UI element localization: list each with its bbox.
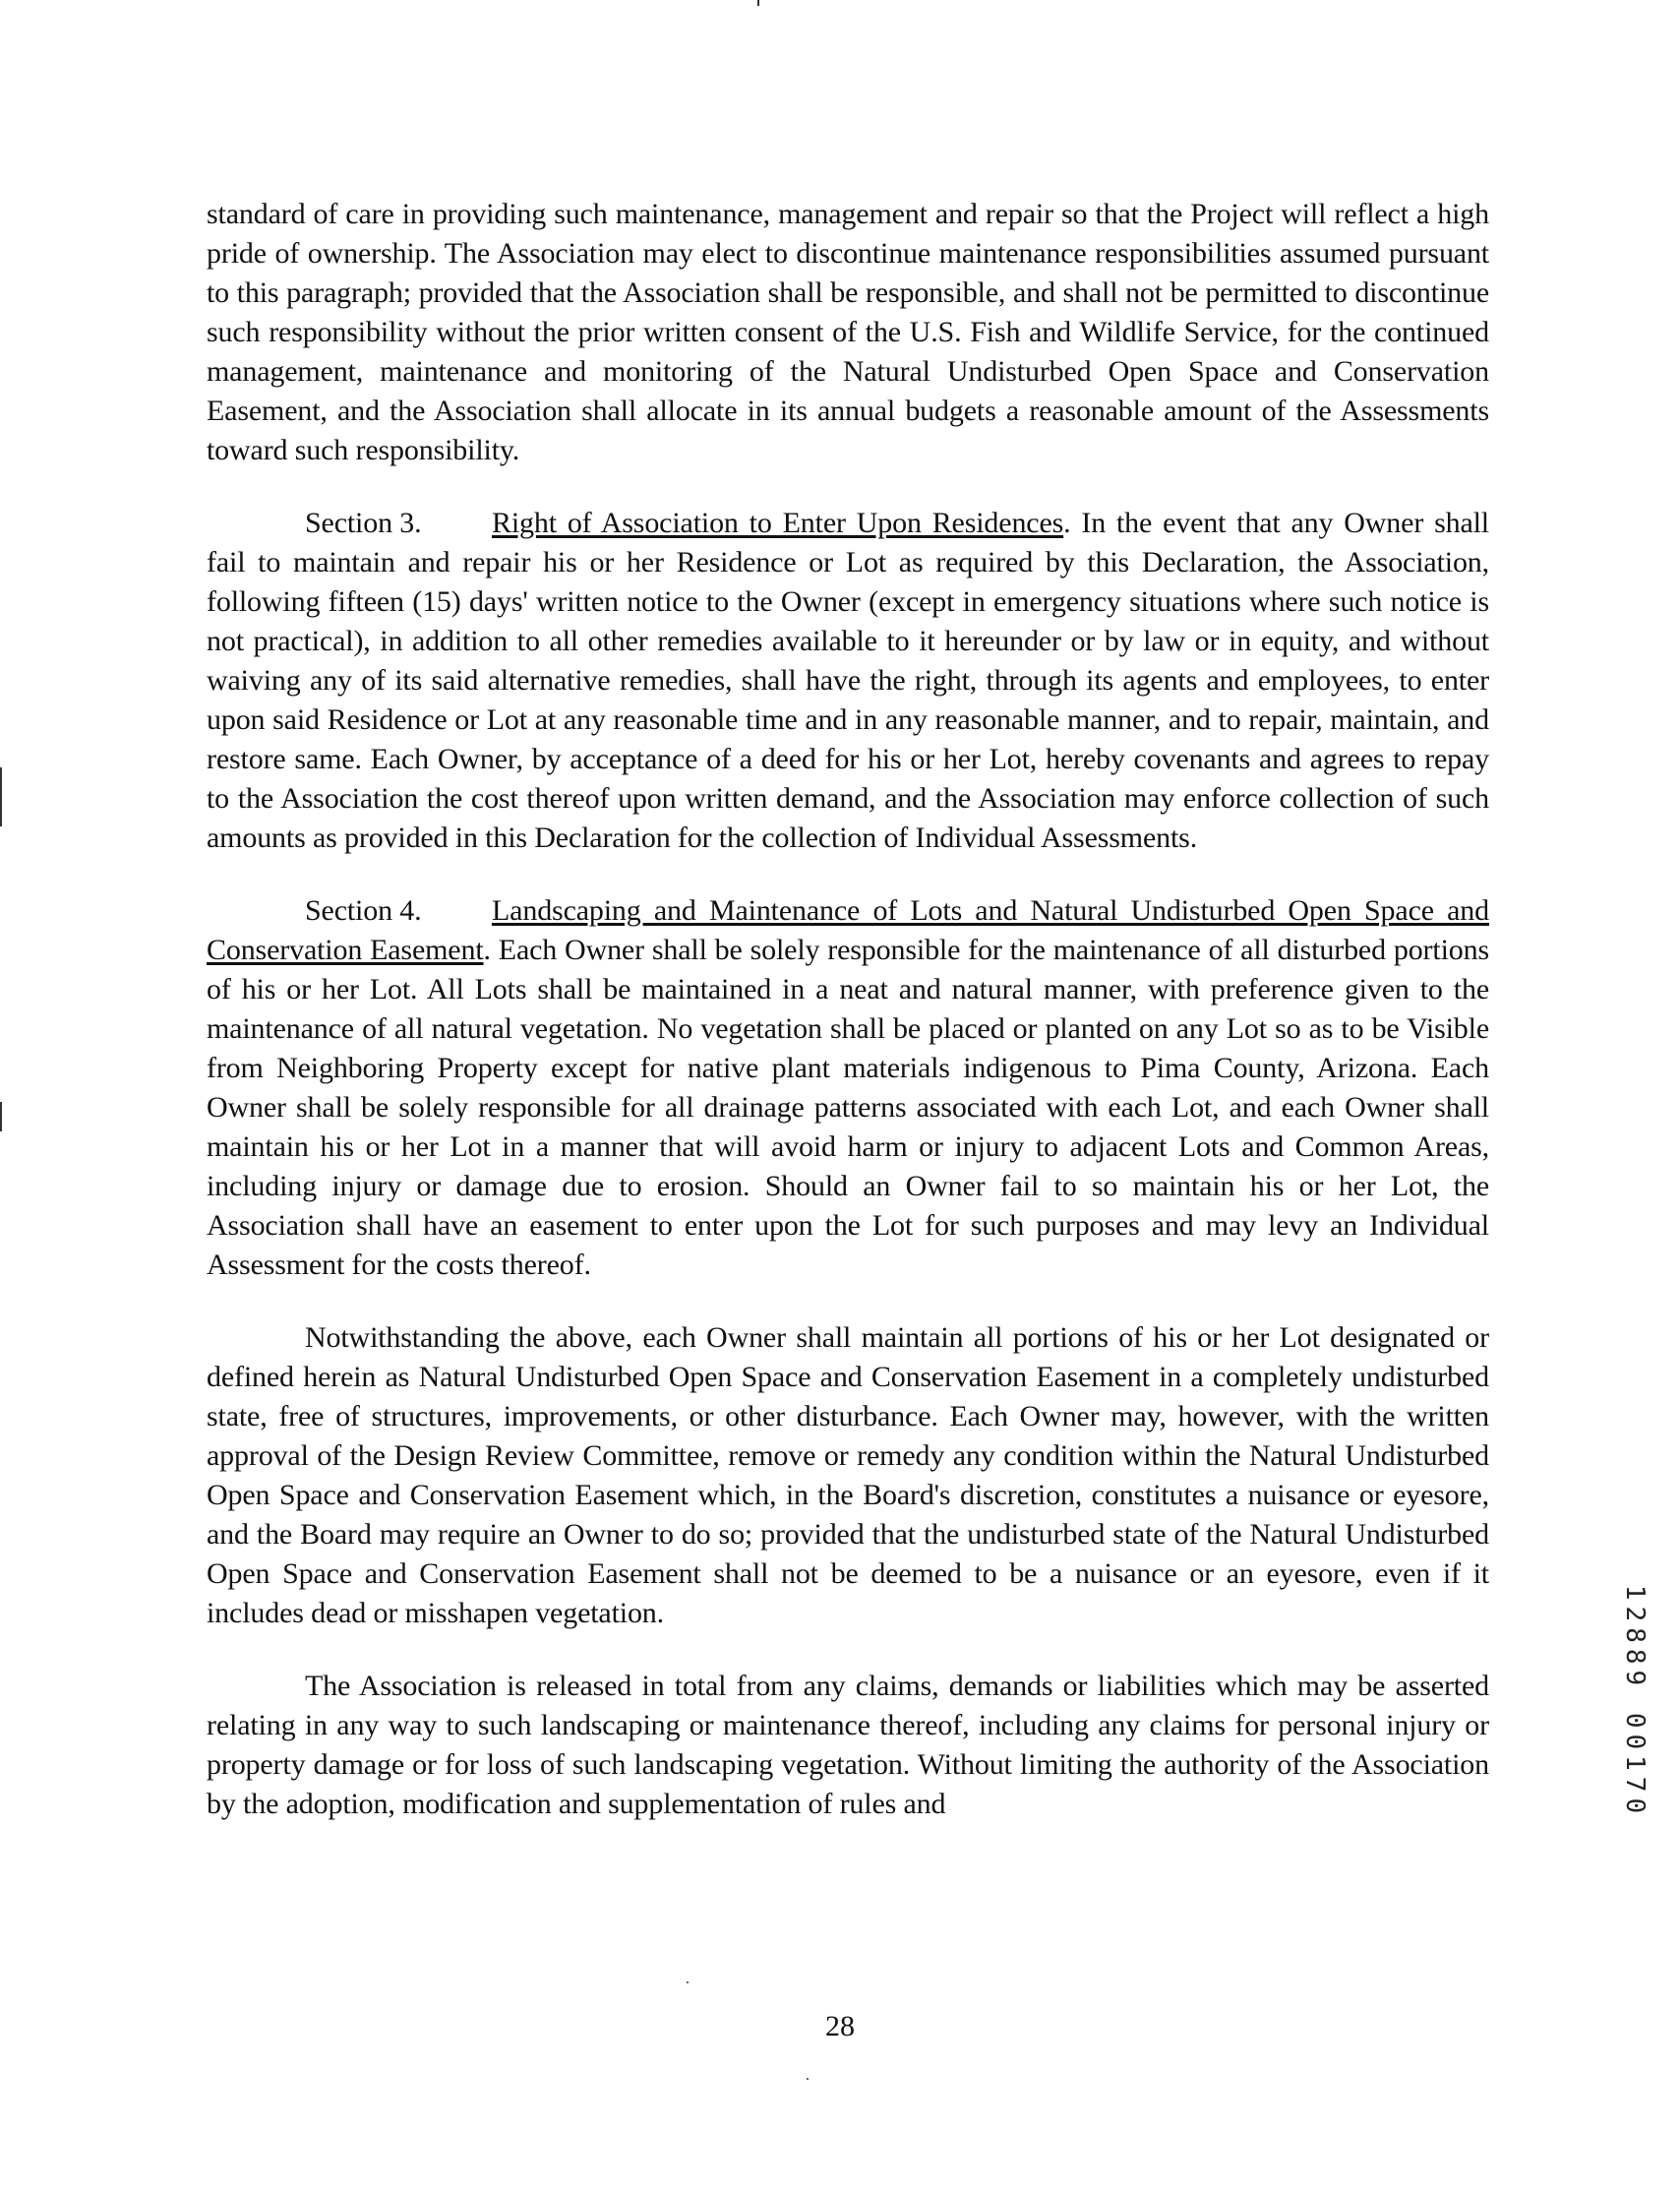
section-3-paragraph bbox=[207, 504, 1489, 858]
section-4-label: Section 4. bbox=[305, 894, 422, 927]
scan-speck bbox=[687, 1981, 689, 1983]
page-number: 28 bbox=[825, 2010, 855, 2042]
page-body bbox=[207, 195, 1489, 1824]
scan-mark bbox=[757, 0, 759, 6]
section-3-heading: Right of Association to Enter Upon Residences bbox=[492, 507, 1064, 539]
section-3-body: . In the event that any Owner shall fail to maintain and repair his or her Residence or Lot as required by this Declaration, the Association, following fifteen (15) days' written notice to the Owner (except in emergency situations where such notice is not practical), in addition to all other remedies available to it hereunder or by law or in equity, and without waiving any of its said alternative remedies, shall have the right, through its agents and employees, to enter upon said Residence or Lot at any reasonable time and in any reasonable manner, and to repair, maintain, and restore same. Each Owner, by acceptance of a deed for his or her Lot, hereby covenants and agrees to repay to the Association the cost thereof upon written demand, and the Association may enforce collection of such amounts as provided in this Declaration for the collection of Individual Assessments. bbox=[207, 507, 1489, 854]
side-stamp-text: 12889 00170 bbox=[1620, 1584, 1650, 1820]
scan-mark bbox=[0, 1102, 2, 1131]
scan-speck bbox=[807, 2078, 809, 2080]
paragraph-continuation: standard of care in providing such maintenance, management and repair so that the Project will reflect a high pride of ownership. The Association may elect to discontinue maintenance responsibilities assumed pursuant to this paragraph; provided that the Association shall be responsible, and shall not be permitted to discontinue such responsibility without the prior written consent of the U.S. Fish and Wildlife Service, for the continued management, maintenance and monitoring of the Natural Undisturbed Open Space and Conservation Easement, and the Association shall allocate in its annual budgets a reasonable amount of the Assessments toward such responsibility. bbox=[207, 198, 1489, 466]
section-4-paragraph bbox=[207, 891, 1489, 1285]
section-4-heading: Landscaping and Maintenance of Lots and Natural Undisturbed Open Space and Conservation Easement bbox=[207, 894, 1489, 966]
scan-mark bbox=[0, 767, 2, 826]
section-3-label: Section 3. bbox=[305, 507, 422, 539]
paragraph-release: The Association is released in total from any claims, demands or liabilities which may be asserted relating in any way to such landscaping or maintenance thereof, including any claims for personal injury or property damage or for loss of such landscaping vegetation. Without limiting the authority of the Association by the adoption, modification and supplementation of rules and bbox=[207, 1670, 1489, 1820]
paragraph-notwithstanding: Notwithstanding the above, each Owner shall maintain all portions of his or her Lot designated or defined herein as Natural Undisturbed Open Space and Conservation Easement in a completely undisturbed state, free of structures, improvements, or other disturbance. Each Owner may, however, with the written approval of the Design Review Committee, remove or remedy any condition within the Natural Undisturbed Open Space and Conservation Easement which, in the Board's discretion, constitutes a nuisance or eyesore, and the Board may require an Owner to do so; provided that the undisturbed state of the Natural Undisturbed Open Space and Conservation Easement shall not be deemed to be a nuisance or an eyesore, even if it includes dead or misshapen vegetation. bbox=[207, 1321, 1489, 1629]
side-stamp bbox=[1615, 1574, 1654, 1830]
section-4-body: . Each Owner shall be solely responsible for the maintenance of all disturbed portions of his or her Lot. All Lots shall be maintained in a neat and natural manner, with preference given to the maintenance of all natural vegetation. No vegetation shall be placed or planted on any Lot so as to be Visible from Neighboring Property except for native plant materials indigenous to Pima County, Arizona. Each Owner shall be solely responsible for all drainage patterns associated with each Lot, and each Owner shall maintain his or her Lot in a manner that will avoid harm or injury to adjacent Lots and Common Areas, including injury or damage due to erosion. Should an Owner fail to so maintain his or her Lot, the Association shall have an easement to enter upon the Lot for such purposes and may levy an Individual Assessment for the costs thereof. bbox=[207, 934, 1489, 1281]
